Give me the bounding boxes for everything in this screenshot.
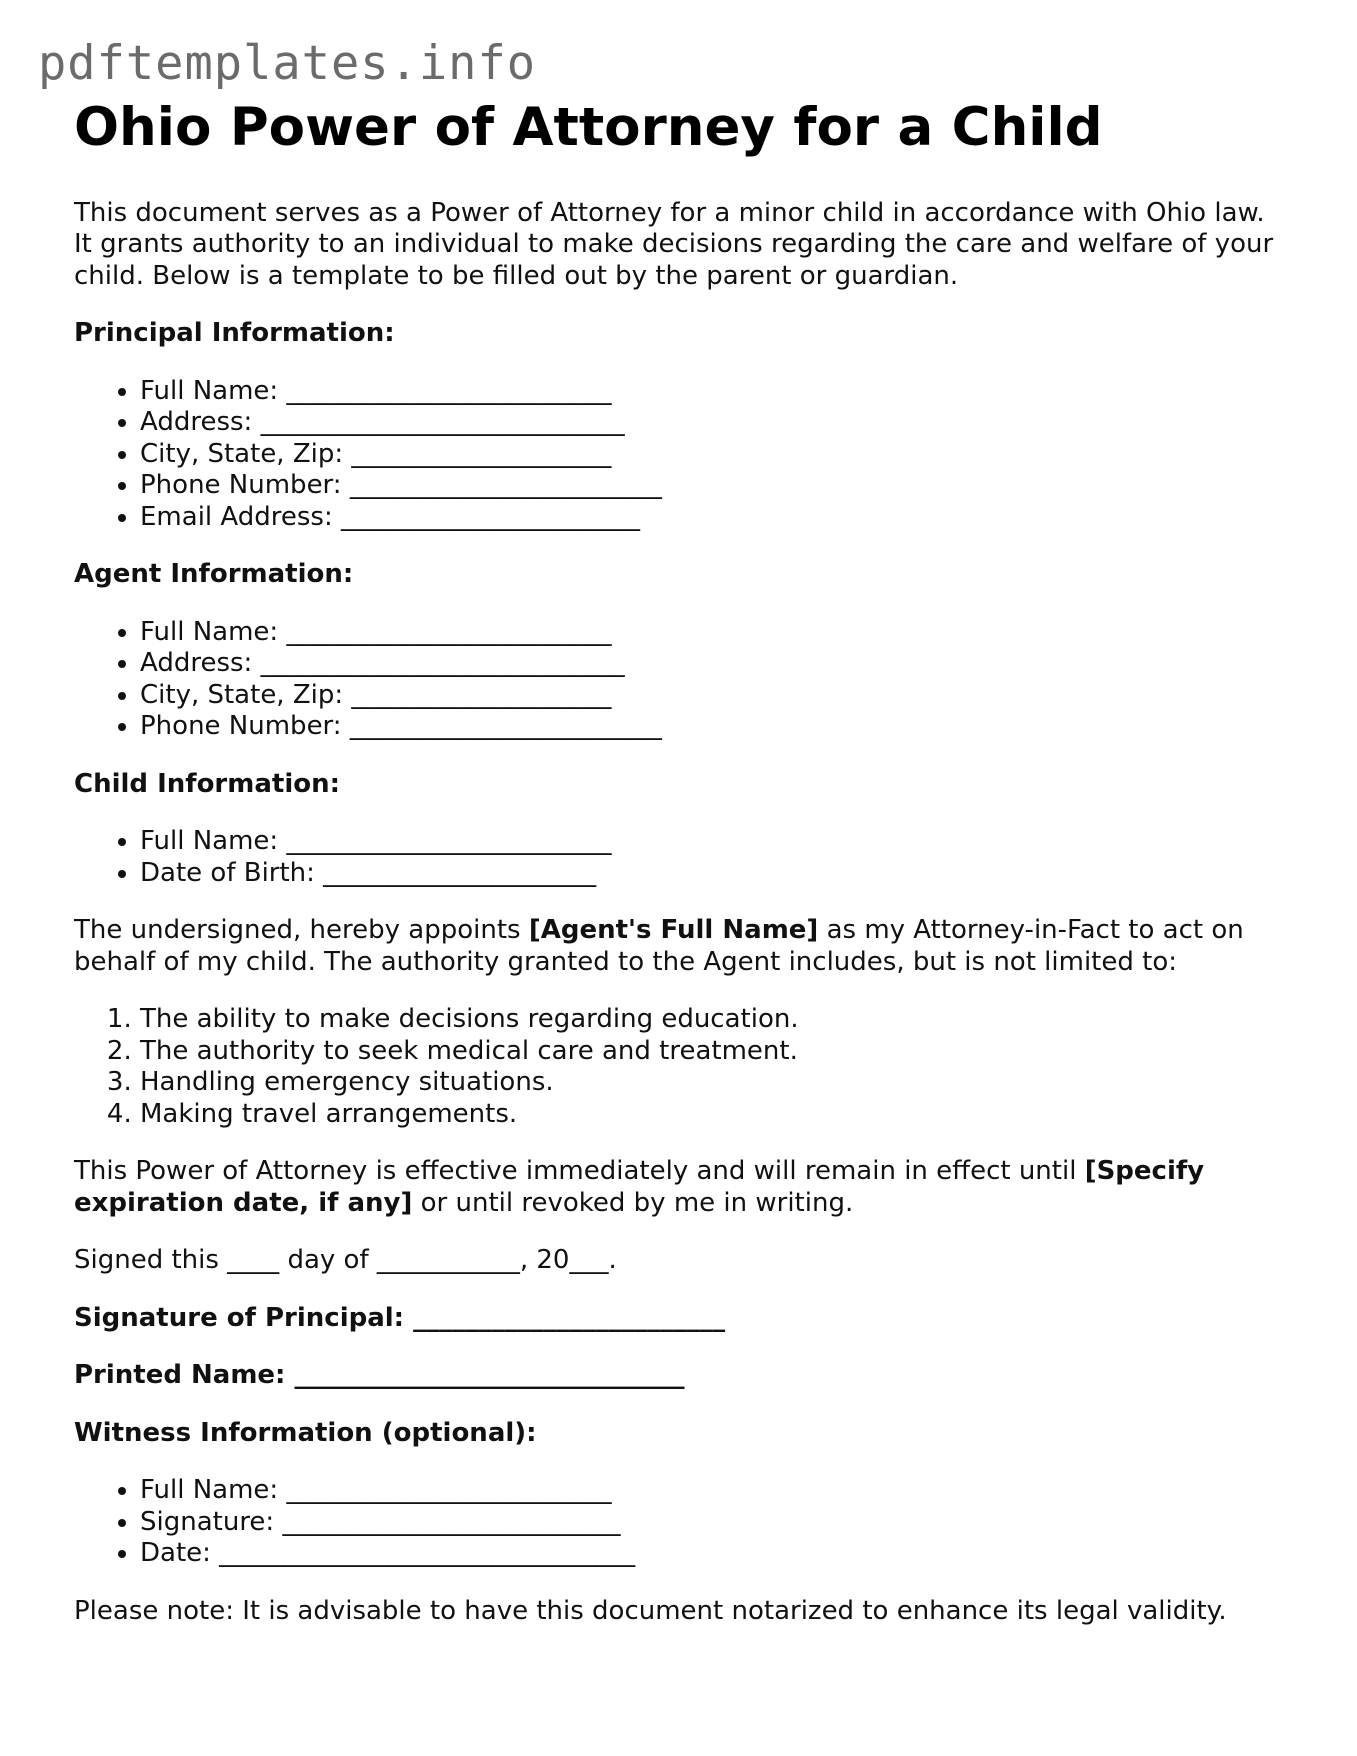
- printed-name-line: [74, 1360, 1284, 1392]
- agent-city-state-zip-field: • City, State, Zip: ____________________: [140, 680, 1284, 712]
- appointment-text-post: as my Attorney-in-Fact to act on behalf of my child. The authority granted to the Agent includes, but is not limited to:: [74, 915, 1244, 977]
- signed-date-line: Signed this ____ day of ___________, 20___.: [74, 1245, 617, 1276]
- effective-paragraph: [74, 1156, 1284, 1219]
- appointment-paragraph: [74, 915, 1284, 978]
- agent-full-name-field: • Full Name: _________________________: [140, 617, 1284, 649]
- power-item-travel: 4. Making travel arrangements.: [140, 1099, 1284, 1131]
- witness-fields-list: [74, 1475, 1284, 1570]
- principal-phone-field: • Phone Number: ________________________: [140, 470, 1284, 502]
- powers-list: [74, 1004, 1284, 1130]
- printed-name-label: Printed Name: ______________________________: [74, 1360, 685, 1391]
- effective-text-post: or until revoked by me in writing.: [412, 1187, 854, 1218]
- witness-full-name-field: • Full Name: _________________________: [140, 1475, 1284, 1507]
- power-item-education: 1. The ability to make decisions regarding education.: [140, 1004, 1284, 1036]
- watermark-text: pdftemplates.info: [38, 36, 537, 91]
- expiration-placeholder: [Specify expiration date, if any]: [74, 1156, 1205, 1218]
- agent-address-field: • Address: ____________________________: [140, 648, 1284, 680]
- agent-fields-list: [74, 617, 1284, 743]
- document-page: [74, 96, 1284, 1627]
- power-item-medical: 2. The authority to seek medical care and treatment.: [140, 1036, 1284, 1068]
- principal-city-state-zip-field: • City, State, Zip: ____________________: [140, 439, 1284, 471]
- child-full-name-field: • Full Name: _________________________: [140, 826, 1284, 858]
- page-title: Ohio Power of Attorney for a Child: [74, 97, 1103, 158]
- principal-signature-label: Signature of Principal: ________________________: [74, 1302, 726, 1333]
- child-dob-field: • Date of Birth: _____________________: [140, 858, 1284, 890]
- power-item-emergency: 3. Handling emergency situations.: [140, 1067, 1284, 1099]
- principal-heading: Principal Information:: [74, 318, 395, 349]
- child-heading: Child Information:: [74, 768, 341, 799]
- effective-text-pre: This Power of Attorney is effective immediately and will remain in effect until: [74, 1156, 1085, 1187]
- agent-name-placeholder: [Agent's Full Name]: [528, 915, 819, 946]
- appointment-text-pre: The undersigned, hereby appoints: [74, 915, 529, 946]
- principal-full-name-field: • Full Name: _________________________: [140, 376, 1284, 408]
- notarization-note: Please note: It is advisable to have this document notarized to enhance its legal validity.: [74, 1595, 1227, 1626]
- witness-signature-field: • Signature: __________________________: [140, 1507, 1284, 1539]
- witness-heading: Witness Information (optional):: [74, 1417, 537, 1448]
- principal-address-field: • Address: ____________________________: [140, 407, 1284, 439]
- child-fields-list: [74, 826, 1284, 889]
- principal-fields-list: [74, 376, 1284, 534]
- intro-paragraph: This document serves as a Power of Attorney for a minor child in accordance with Ohio law. It grants authority to an individual to make decisions regarding the care and welfare of your child. Below is a template to be filled out by the parent or guardian.: [74, 197, 1274, 291]
- agent-phone-field: • Phone Number: ________________________: [140, 711, 1284, 743]
- agent-heading: Agent Information:: [74, 559, 354, 590]
- principal-signature-line: [74, 1303, 1284, 1335]
- witness-date-field: • Date: ________________________________: [140, 1538, 1284, 1570]
- principal-email-field: • Email Address: _______________________: [140, 502, 1284, 534]
